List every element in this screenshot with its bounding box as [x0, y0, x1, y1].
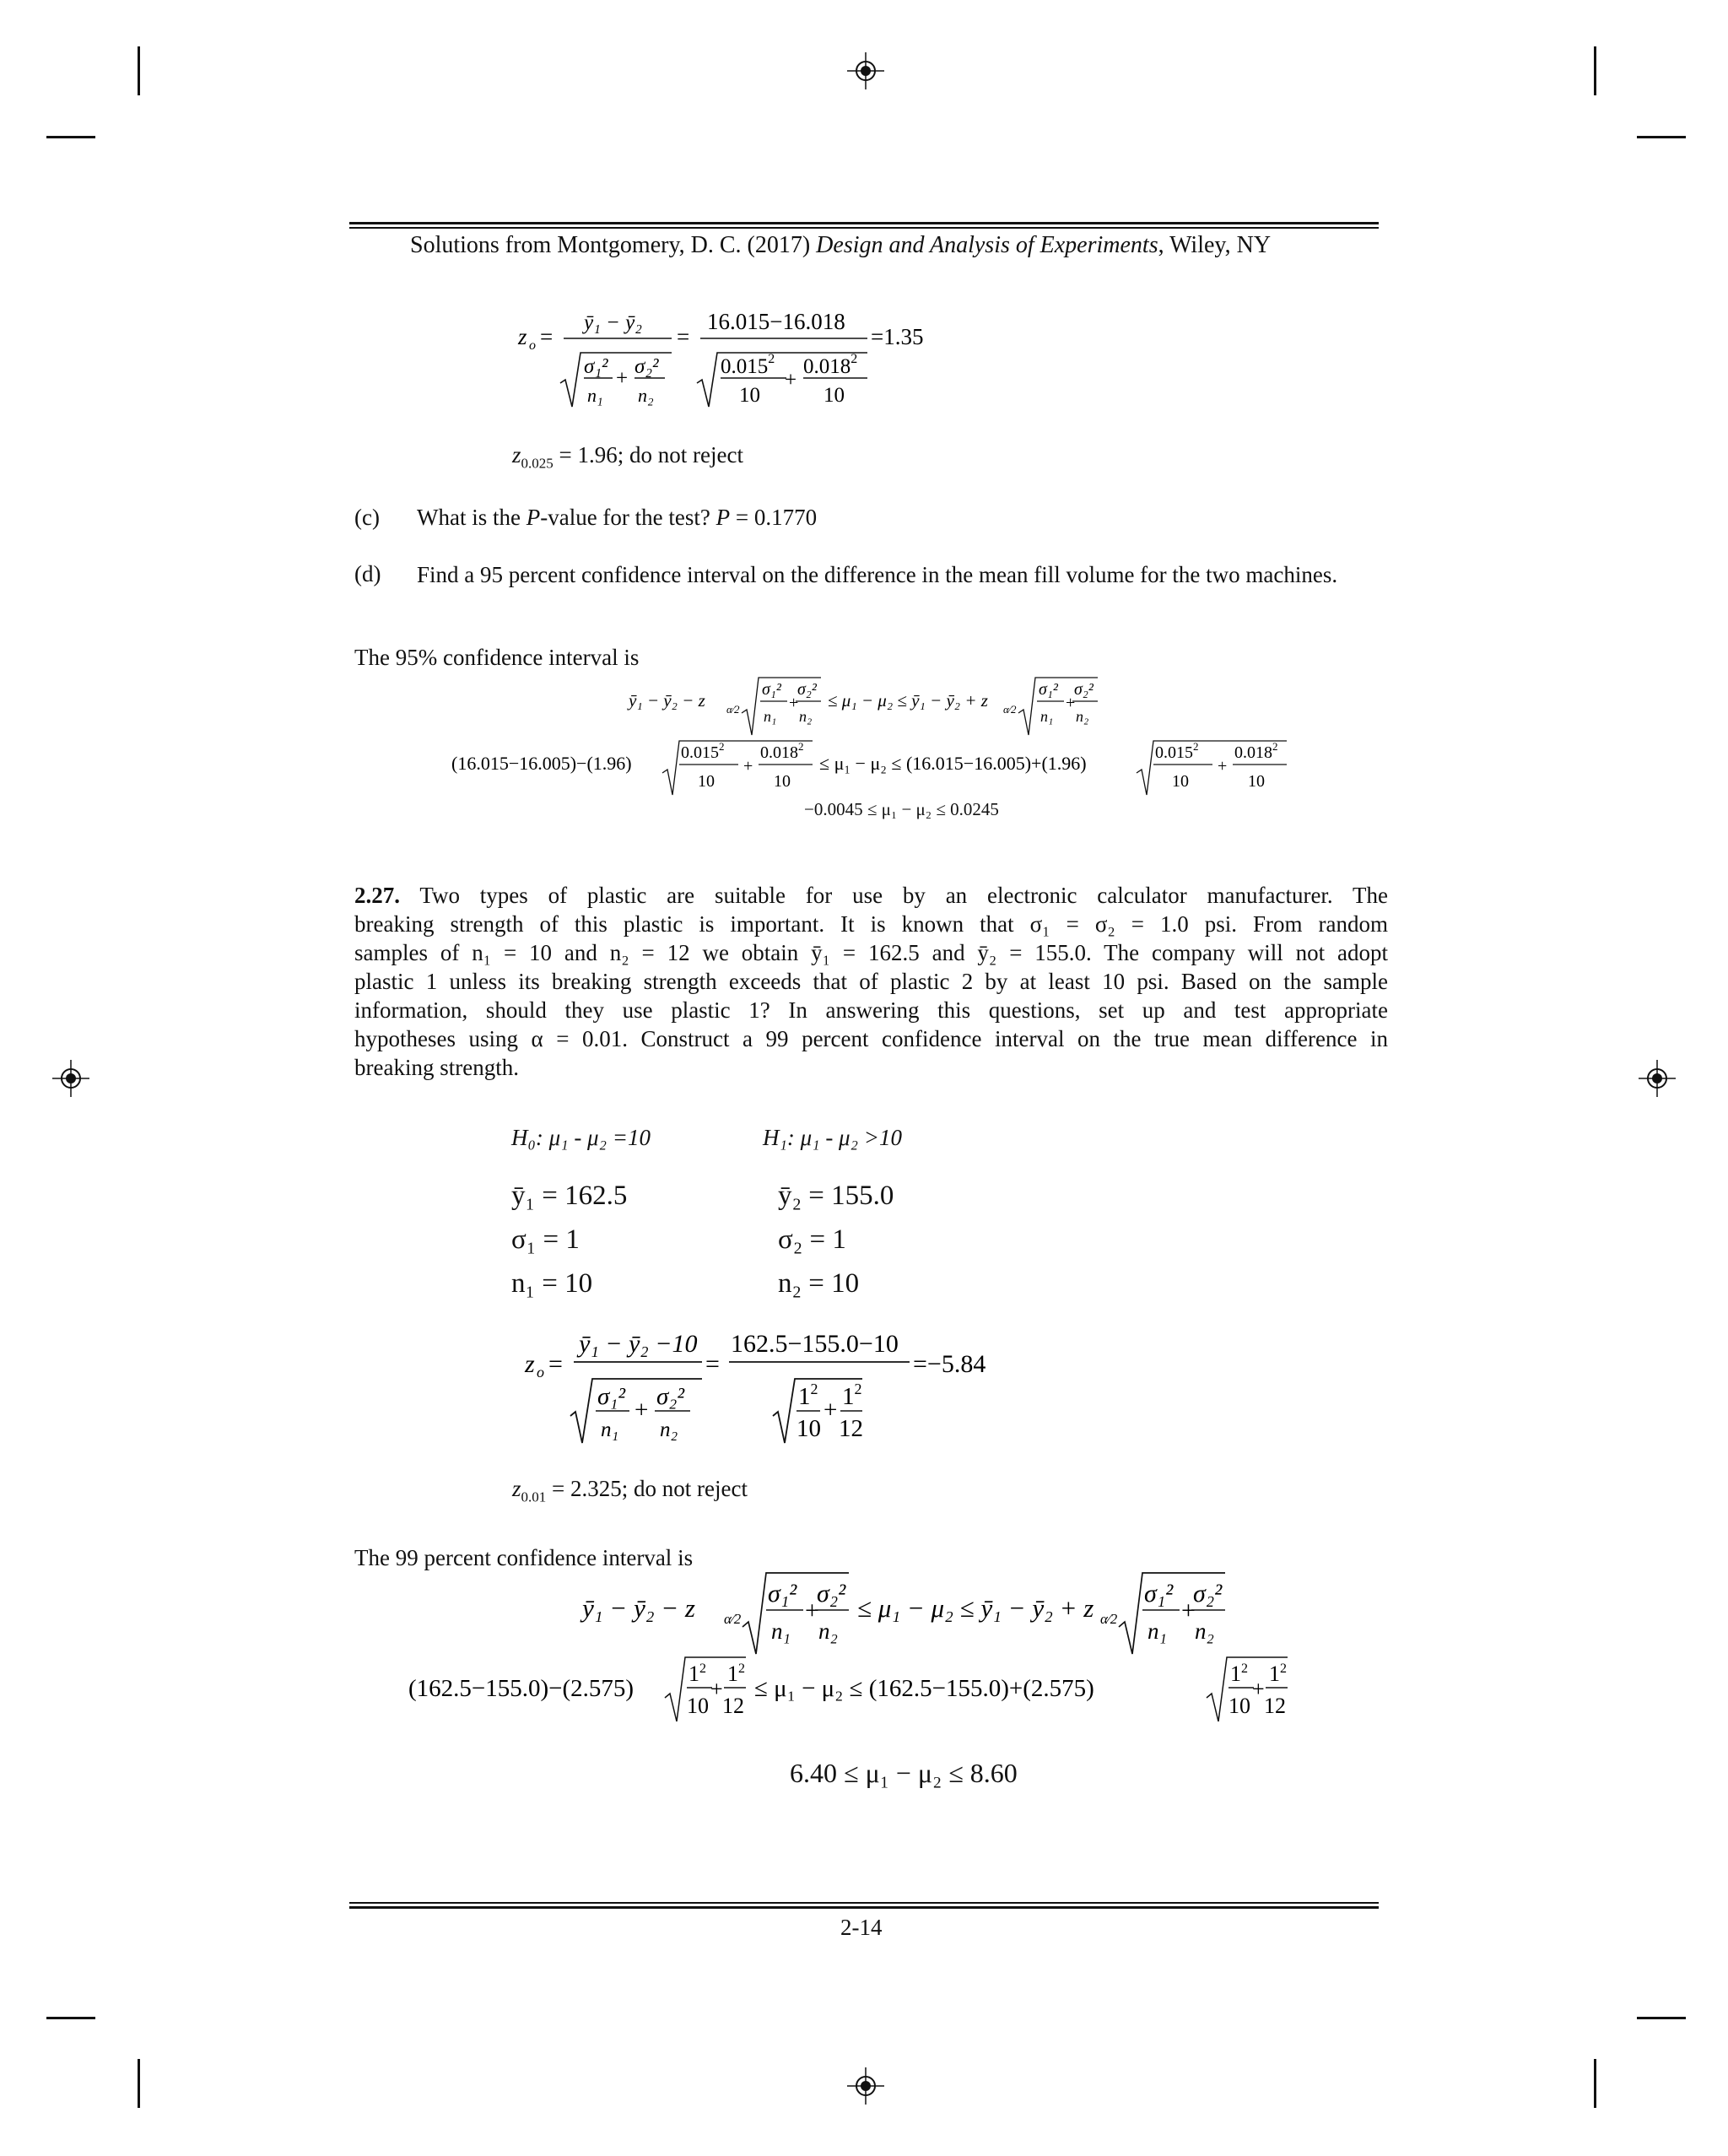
svg-text:σ₁²: σ₁² [768, 1580, 797, 1608]
svg-text:12: $1^2$ [842, 1381, 862, 1410]
svg-text:σ₁²: σ₁² [584, 355, 608, 378]
svg-text:(162.5−155.0)−(2.575): (162.5−155.0)−(2.575) [408, 1675, 634, 1702]
svg-text:σ₁²: σ₁² [597, 1383, 626, 1410]
svg-text:n₁: n₁ [771, 1618, 791, 1644]
svg-text:o: o [537, 1364, 544, 1381]
svg-text:σ₂²: σ₂² [656, 1383, 685, 1410]
svg-text:+: + [634, 1397, 649, 1424]
svg-text:10: 10 [1248, 772, 1265, 791]
svg-text:10: 10 [796, 1415, 821, 1442]
svg-text:=−5.84: =−5.84 [913, 1350, 986, 1378]
svg-text:σ₂²: σ₂² [634, 355, 659, 378]
critical-value-line-227: $z_{0.01} = 2.325$; do not reject [512, 1476, 748, 1505]
svg-text:ȳ₁ − ȳ₂ − z: ȳ₁ − ȳ₂ − z [629, 690, 705, 711]
svg-text:σ₂²: σ₂² [797, 680, 817, 699]
svg-text:≤ μ₁ − μ₂ ≤ (162.5−155.0)+(2.5: ≤ μ₁ − μ₂ ≤ (162.5−155.0)+(2.575) [754, 1675, 1094, 1702]
given-ybar2: ȳ₂ = 155.0 [778, 1181, 894, 1211]
part-c-label: (c) [354, 505, 380, 530]
part-d-question: Find a 95 percent confidence interval on the difference in the mean fill volume for the two machines. [417, 562, 1338, 587]
svg-text:α⁄2: α⁄2 [1003, 703, 1017, 716]
svg-text:n₁: n₁ [1148, 1618, 1167, 1644]
svg-text:n₁: n₁ [764, 708, 777, 725]
ci-99-symbolic-formula [582, 1568, 1240, 1657]
svg-text:12: $1^2$ [1230, 1662, 1248, 1686]
svg-text:0.0182: 0.018$^2$ [803, 352, 858, 378]
svg-text:n₂: n₂ [1195, 1618, 1214, 1644]
ci-95-intro: The 95% confidence interval is [354, 645, 640, 670]
ci-99-result: 6.40 ≤ μ₁ − μ₂ ≤ 8.60 [790, 1758, 1018, 1788]
svg-text:0.0182: 0.018$^2$ [1234, 740, 1278, 762]
svg-text:+: + [710, 1677, 723, 1701]
svg-text:0.0152: 0.015$^2$ [721, 352, 775, 378]
z-statistic-formula-227 [515, 1323, 1021, 1450]
svg-text:σ₁²: σ₁² [1039, 680, 1058, 699]
svg-text:10: 10 [1228, 1694, 1250, 1718]
svg-text:12: 12 [1264, 1694, 1286, 1718]
svg-text:=: = [548, 1350, 563, 1378]
svg-text:12: 12 [722, 1694, 744, 1718]
svg-text:≤ μ₁ − μ₂ ≤ ȳ₁ − ȳ₂ + z: ≤ μ₁ − μ₂ ≤ ȳ₁ − ȳ₂ + z [857, 1593, 1094, 1623]
svg-text:16.015−16.018: 16.015−16.018 [707, 309, 845, 334]
svg-text:0.0152: 0.015$^2$ [1155, 740, 1199, 762]
ci-95-result: −0.0045 ≤ μ₁ − μ₂ ≤ 0.0245 [804, 799, 999, 819]
registration-mark-icon [847, 2067, 884, 2105]
given-n1: n₁ = 10 [511, 1268, 593, 1299]
ci-99-intro: The 99 percent confidence interval is [354, 1545, 694, 1570]
svg-text:σ₁²: σ₁² [762, 680, 781, 699]
svg-text:12: $1^2$ [1269, 1662, 1287, 1686]
svg-text:n₂: n₂ [638, 385, 654, 406]
svg-text:o: o [529, 338, 536, 353]
svg-text:≤ μ₁ − μ₂ ≤ ȳ₁ − ȳ₂ + z: ≤ μ₁ − μ₂ ≤ ȳ₁ − ȳ₂ + z [828, 690, 988, 711]
svg-text:+: + [1066, 694, 1076, 712]
registration-mark-icon [1639, 1060, 1676, 1097]
svg-text:+: + [616, 367, 629, 390]
svg-text:α⁄2: α⁄2 [724, 1611, 742, 1627]
alternative-hypothesis: H₁: μ₁ - μ₂ >10 [763, 1125, 902, 1150]
svg-text:+: + [1218, 757, 1228, 775]
svg-text:ȳ₁ − ȳ₂: ȳ₁ − ȳ₂ [584, 311, 642, 334]
svg-text:σ₂²: σ₂² [1074, 680, 1094, 699]
svg-text:n₂: n₂ [799, 708, 813, 725]
svg-text:n₂: n₂ [660, 1418, 678, 1441]
critical-value-line: $z_{0.025} = 1.96$; do not reject [512, 442, 743, 472]
problem-2-27-statement: 2.27. Two types of plastic are suitable for use by an electronic calculator manufacturer. The breaking strength of this plastic is important. It is known that σ₁ = σ₂ = 1.0 psi. From random samples of n₁ = 10 and n₂ = 12 we obtain ȳ₁ = 162.5 and ȳ₂ = 155.0. The company will not adopt plastic 1 unless its breaking strength exceeds that of plastic 2 by at least 10 psi. Based on the sample information, should they use plastic 1? In answering this questions, set up and test appropriate hypotheses using α = 0.01. Construct a 99 percent confidence interval on the true mean difference in breaking strength. [354, 883, 1388, 1080]
svg-text:n₁: n₁ [587, 385, 603, 406]
svg-text:z: z [518, 324, 527, 349]
svg-text:+: + [785, 369, 797, 392]
svg-text:=1.35: =1.35 [871, 324, 924, 349]
part-d-label: (d) [354, 561, 381, 586]
page-number: 2-14 [840, 1915, 883, 1940]
svg-text:≤ μ₁ − μ₂ ≤ (16.015−16.005)+(1: ≤ μ₁ − μ₂ ≤ (16.015−16.005)+(1.96) [819, 753, 1087, 774]
z-statistic-formula [506, 304, 979, 413]
svg-text:12: $1^2$ [798, 1381, 818, 1410]
svg-text:12: $1^2$ [727, 1662, 745, 1686]
svg-text:n₂: n₂ [818, 1618, 838, 1644]
part-c-question: What is the P-value for the test? P = 0.1770 [417, 505, 818, 530]
svg-text:=: = [705, 1350, 720, 1378]
svg-text:12: 12 [839, 1415, 863, 1442]
registration-mark-icon [847, 52, 884, 89]
ci-99-numeric-formula [408, 1654, 1336, 1723]
svg-text:n₁: n₁ [1040, 708, 1054, 725]
ci-95-symbolic-formula [629, 671, 1110, 738]
svg-text:σ₂²: σ₂² [817, 1580, 846, 1608]
svg-text:=: = [540, 324, 554, 349]
svg-text:+: + [1181, 1597, 1196, 1624]
svg-text:σ₂²: σ₂² [1193, 1580, 1223, 1608]
svg-text:10: 10 [1172, 772, 1189, 791]
given-sigma1: σ₁ = 1 [511, 1224, 580, 1255]
svg-text:n₁: n₁ [601, 1418, 619, 1441]
svg-text:12: $1^2$ [688, 1662, 706, 1686]
svg-text:10: 10 [739, 384, 760, 407]
svg-text:+: + [824, 1397, 838, 1424]
book-title: Design and Analysis of Experiments [816, 232, 1158, 258]
svg-text:+: + [1252, 1677, 1265, 1701]
problem-number: 2.27. [354, 883, 400, 908]
svg-text:+: + [789, 694, 799, 712]
svg-text:(16.015−16.005)−(1.96): (16.015−16.005)−(1.96) [451, 753, 632, 774]
given-sigma2: σ₂ = 1 [778, 1224, 846, 1255]
svg-text:α⁄2: α⁄2 [1100, 1611, 1118, 1627]
svg-text:=: = [677, 324, 690, 349]
given-ybar1: ȳ₁ = 162.5 [511, 1181, 628, 1211]
svg-text:10: 10 [824, 384, 845, 407]
svg-text:n₂: n₂ [1076, 708, 1089, 725]
running-header: Solutions from Montgomery, D. C. (2017) Design and Analysis of Experiments, Wiley, NY [410, 232, 1272, 258]
ci-95-numeric-formula [451, 736, 1312, 797]
svg-text:σ₁²: σ₁² [1144, 1580, 1174, 1608]
svg-text:0.0152: 0.015$^2$ [681, 740, 725, 762]
svg-text:z: z [525, 1350, 535, 1378]
svg-text:0.0182: 0.018$^2$ [760, 740, 804, 762]
null-hypothesis: H₀: μ₁ - μ₂ =10 [511, 1125, 651, 1150]
given-n2: n₂ = 10 [778, 1268, 860, 1299]
svg-text:ȳ₁ − ȳ₂ −10: ȳ₁ − ȳ₂ −10 [579, 1330, 698, 1358]
svg-text:+: + [805, 1597, 819, 1624]
svg-text:ȳ₁ − ȳ₂ − z: ȳ₁ − ȳ₂ − z [582, 1593, 695, 1623]
svg-text:+: + [743, 757, 753, 775]
svg-text:α⁄2: α⁄2 [726, 703, 740, 716]
svg-text:10: 10 [774, 772, 791, 791]
registration-mark-icon [52, 1060, 89, 1097]
svg-text:10: 10 [698, 772, 715, 791]
svg-text:162.5−155.0−10: 162.5−155.0−10 [731, 1330, 899, 1358]
svg-text:10: 10 [687, 1694, 709, 1718]
